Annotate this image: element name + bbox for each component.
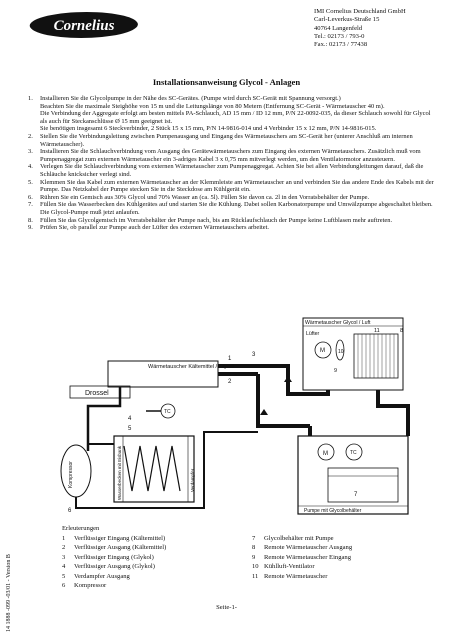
number-label: 11 [374, 328, 380, 334]
legend-number: 9 [252, 553, 256, 561]
legend-item [252, 562, 442, 572]
legend-text: Verflüssiger Eingang (Glykol) [74, 553, 154, 561]
instruction-step [28, 179, 438, 194]
legend-text: Remote Wärmetauscher Eingang [264, 553, 352, 561]
step-line: Beachten Sie die maximale Steighöhe von 15 m und die Leitungslänge von 80 Metern (Entfernung SC-Gerät - Wärmetauscher 40 m). [40, 102, 385, 110]
step-line: Installieren Sie die Schlauchverbindung vom Ausgang des Gerätewärmetauschers zum Eingang des externen Wärmetauschers. Zusätzlich muß vom Pumpenaggregat zum externen Wärmetauscher ein 3-adriges Kabel 3 x 0,75 mm mitverlegt werden, um den Ventilatormotor anzusteuern. [40, 148, 421, 163]
instruction-step [28, 148, 438, 163]
legend-number: 7 [252, 534, 256, 542]
legend-item [62, 581, 252, 591]
legend-text: Glycolbehälter mit Pumpe [264, 534, 334, 542]
step-line: Stellen Sie die Verbindungsleitung zwischen Pumpenausgang und Eingang des Wärmetauschers am SC-Gerät her (unterer Anschluß am internen Wärmetauscher). [40, 132, 413, 148]
step-line: Füllen Sie das Wasserbecken des Kühlgerätes auf und starten Sie die Kühlung. Dabei sollen Karbonatorpumpe und Umwälzpumpe abgeschaltet bleiben. Die Glycol-Pumpe muß jetzt anlaufen. [40, 201, 433, 216]
number-label: 4 [128, 416, 132, 422]
step-line: Rühren Sie ein Gemisch aus 30% Glycol und 70% Wasser an (ca. 5l). Füllen Sie davon ca. 2l in den Vorratsbehälter der Pumpe. [40, 193, 370, 201]
number-label: 3 [252, 352, 256, 358]
legend-text: Remote Wärmetauscher [264, 572, 328, 580]
step-text [40, 217, 438, 225]
number-label: 10 [338, 349, 344, 355]
step-text [40, 148, 438, 163]
tc-label: TC [164, 409, 171, 415]
step-number: 5. [28, 178, 33, 186]
compressor [61, 445, 91, 497]
step-line: Installieren Sie die Glycolpumpe in der Nähe des SC-Gerätes. (Pumpe wird durch SC-Gerät mit Spannung versorgt.) [40, 95, 341, 102]
document-code: 14 1888 -099 -03/01 - Version B [6, 554, 12, 632]
glycol-tank [328, 468, 398, 502]
legend-text: Verdampfer Ausgang [74, 572, 130, 580]
company-address [314, 8, 450, 49]
instruction-step [28, 163, 438, 178]
legend-text: Verflüssiger Ausgang (Glykol) [74, 563, 155, 570]
legend-number: 11 [252, 572, 259, 580]
legend-text: Kompressor [74, 582, 107, 589]
cornelius-logo [28, 10, 140, 40]
remote-coil [354, 334, 398, 378]
document-title: Installationsanweisung Glycol - Anlagen [152, 77, 301, 87]
step-text [40, 95, 438, 133]
legend-number: 8 [252, 544, 256, 551]
step-text [40, 194, 438, 202]
legend-text: Verflüssiger Eingang (Kältemittel) [74, 534, 166, 542]
step-text [40, 163, 438, 178]
step-line: Prüfen Sie, ob parallel zur Pumpe auch der Lüfter des externen Wärmetauschers arbeitet. [40, 224, 270, 232]
pump-tc-label: TC [350, 450, 357, 456]
step-number: 6. [28, 193, 33, 201]
instruction-list [28, 95, 438, 232]
address-line: Tel.: 02173 / 793-0 [314, 32, 365, 40]
remote-heat-exchanger [303, 318, 403, 390]
logo-text: Cornelius [53, 18, 115, 34]
address-line: IMI Cornelius Deutschland GmbH [314, 8, 406, 15]
number-label: 9 [334, 368, 338, 374]
legend-column-right [252, 534, 442, 591]
water-bath [114, 436, 194, 502]
step-text [40, 224, 438, 232]
legend-number: 1 [62, 534, 66, 542]
step-number: 1. [28, 95, 33, 102]
legend-text: Verflüssiger Ausgang (Kältemittel) [74, 544, 167, 551]
legend-number: 3 [62, 553, 66, 561]
step-text [40, 179, 438, 194]
legend-text: Kühlluft-Ventilator [264, 563, 315, 570]
step-number: 8. [28, 216, 33, 224]
step-line: Klemmen Sie das Kabel zum externen Wärmetauscher an der Klemmleiste am Wärmetauscher an und verbinden Sie das andere Ende des Kabels mit der Pumpe. Das Netzkabel der Pumpe stecken Sie in die Steckdose am Kühlgerät ein. [40, 178, 434, 194]
step-number: 4. [28, 163, 33, 171]
number-label: 7 [354, 492, 358, 498]
address-line: 40764 Langenfeld [314, 24, 363, 32]
instruction-step [28, 201, 438, 216]
verdampfer-label: Verdampfer [190, 468, 195, 492]
legend-number: 10 [252, 563, 259, 570]
legend-item [252, 572, 442, 582]
legend [62, 524, 442, 591]
address-line: Carl-Leverkus-Straße 15 [314, 16, 380, 24]
step-line: Verlegen Sie die Schlauchverbindung vom externen Wärmetauscher zum Pumpenaggregat. Achten Sie bei allen Verbindungleitungen darauf, daß die Schläuche knicksicher verlegt sind. [40, 163, 424, 178]
legend-number: 4 [62, 563, 66, 570]
step-number: 7. [28, 201, 33, 209]
glycol-system-diagram [28, 316, 438, 522]
legend-number: 6 [62, 582, 66, 589]
wasserbecken-label: Wasserbecken mit Eisbank [117, 445, 122, 500]
number-label: 2 [228, 379, 232, 385]
step-number: 2. [28, 132, 33, 140]
number-label: 8 [400, 328, 404, 334]
legend-text: Remote Wärmetauscher Ausgang [264, 544, 353, 551]
luefter-label: Lüfter [306, 331, 320, 337]
page-number: Seite-1- [216, 604, 237, 611]
step-line: Die Verbindung der Aggregate erfolgt am besten mittels PA-Schlauch, AD 15 mm / ID 12 mm, P/N 22-0092-035, da dieser Schlauch sowohl für Glycol als auch für Steckanschlüsse Ø 15 mm geeignet ist. [40, 110, 431, 125]
legend-column-left [62, 534, 252, 591]
remote-hx-label: Wärmetauscher Glycol / Luft [305, 320, 371, 326]
kompressor-label: Kompressor [68, 461, 74, 488]
step-number: 9. [28, 224, 33, 232]
legend-number: 5 [62, 572, 66, 580]
legend-item [62, 572, 252, 582]
m-label: M [320, 348, 325, 354]
drossel-label: Drossel [85, 390, 109, 397]
instruction-step [28, 217, 438, 225]
step-text [40, 133, 438, 148]
instruction-step [28, 194, 438, 202]
legend-title: Erleuterungen [62, 525, 100, 532]
number-label: 1 [228, 356, 232, 362]
step-text [40, 201, 438, 216]
instruction-step [28, 95, 438, 133]
legend-item [62, 543, 252, 553]
number-label: 6 [68, 508, 72, 514]
step-line: Füllen Sie das Glycolgemisch im Vorratsbehälter der Pumpe nach, bis am Rücklaufschlauch der Pumpe keine Luftblasen mehr auftreten. [40, 216, 393, 224]
instruction-step [28, 133, 438, 148]
number-label: 5 [128, 426, 132, 432]
pump-m-label: M [323, 451, 328, 457]
step-number: 3. [28, 148, 33, 156]
instruction-step [28, 224, 438, 232]
evaporator-coil [124, 446, 180, 491]
pump-tank-label: Pumpe mit Glycolbehälter [304, 508, 362, 514]
hx-box-label: Wärmetauscher Kältemittel / Glycol [148, 364, 234, 370]
legend-item [252, 534, 442, 544]
legend-item [252, 543, 442, 553]
legend-number: 2 [62, 544, 66, 551]
legend-item [62, 534, 252, 544]
legend-item [62, 562, 252, 572]
step-line: Sie benötigen insgesamt 6 Steckverbinder, 2 Stück 15 x 15 mm, P/N 14-9816-014 und 4 Verbinder 15 x 12 mm, P/N 14-9816-015. [40, 125, 377, 133]
legend-item [62, 553, 252, 563]
legend-item [252, 553, 442, 563]
address-line: Fax.: 02173 / 77438 [314, 41, 368, 49]
